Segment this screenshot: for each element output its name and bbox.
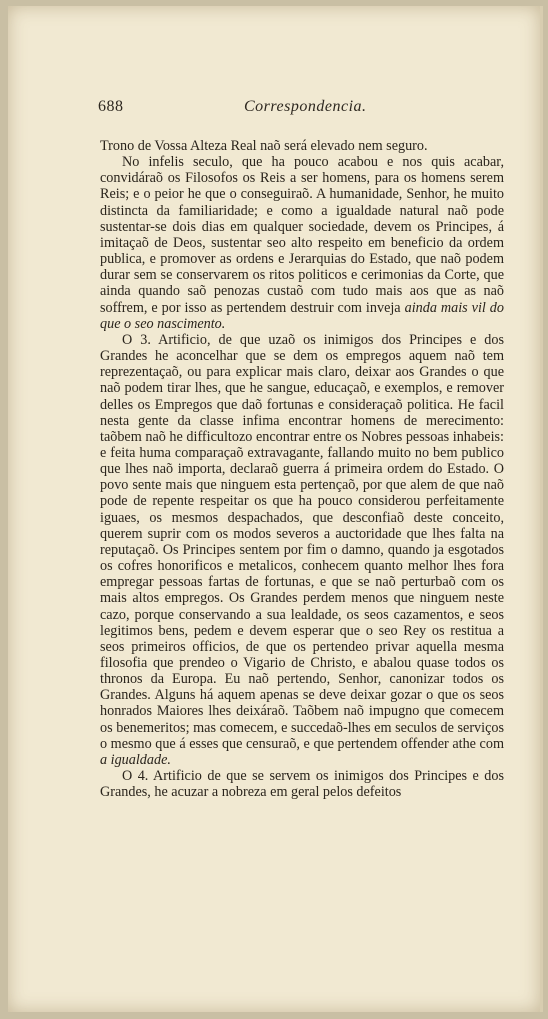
paragraph-2-italic: ainda mais vil do que o seo nascimento.: [100, 299, 504, 332]
paragraph-4: O 4. Artificio de que se servem os inimigos dos Principes e dos Grandes, he acuzar a nobreza em geral pelos defeitos: [100, 768, 504, 801]
page-header: [98, 98, 398, 122]
paragraph-2: [100, 154, 504, 332]
paragraph-1: Trono de Vossa Alteza Real naõ será elevado nem seguro.: [100, 138, 428, 154]
paragraph-3: [100, 332, 504, 768]
page-number: 688: [98, 98, 124, 115]
body-text: [100, 138, 504, 800]
paragraph-3-text: O 3. Artificio, de que uzaõ os inimigos dos Principes e dos Grandes he aconcelhar que se dem os empregos aquem naõ tem reprezentaçaõ, ou para explicar mais claro, deixar aos Grandes o que naõ podem tirar lhes, que he sangue, educaçaõ, e exemplos, e remover delles os Empregos que daõ fortunas e consideraçaõ politica. He facil nesta gente da classe infima encontrar homens de merecimento: taõbem naõ he difficultozo encontrar entre os Nobres pessoas inhabeis: e feita huma comparaçaõ extravagante, fallando muito no bem publico que lhes naõ importa, declaraõ guerra á primeira ordem do Estado. O povo sente mais que ninguem esta pertençaõ, por que alem de que naõ pode de repente respeitar os que ha pouco considerou perfeitamente iguaes, os mesmos despachados, que desconfiaõ deste conceito, querem suprir com os modos severos a auctoridade que lhes falta na reputaçaõ. Os Principes sentem por fim o damno, quando ja esgotados os cofres honorificos e metalicos, conhecem quanto melhor lhes fora empregar pessoas fartas de fortunas, e que se naõ perturbaõ com os mais altos empregos. Os Grandes perdem menos que ninguem neste cazo, porque conservando a sua lealdade, os seos cazamentos, e seos legitimos bens, pedem e devem esperar que o seo Rey os restitua a seos primeiros officios, de que os pertendeo privar aquella mesma filosofia que prendeo o Vigario de Christo, e abalou quase todos os thronos da Europa. Eu naõ pertendo, Senhor, canonizar todos os Grandes. Alguns há aquem apenas se deve deixar gozar o que os seos honrados Maiores lhes deixáraõ. Taõbem naõ impugno que comecem os benemeritos; mas comecem, e succedaõ-lhes em seculos de serviços o mesmo que á esses que censuraõ, e que pertendem offender athe com: [100, 331, 504, 752]
paragraph-3-italic: a igualdade.: [100, 751, 171, 768]
running-title: Correspondencia.: [244, 98, 367, 115]
book-page: [8, 6, 543, 1012]
paragraph-2-text: No infelis seculo, que ha pouco acabou e nos quis acabar, convidáraõ os Filosofos os Reis a ser homens, para os homens serem Reis; e o peior he que o conseguiraõ. A humanidade, Senhor, he muito distincta da familiaridade; e como a igualdade natural naõ pode sustentar-se dois dias em qualquer sociedade, devem os Principes, á imitaçaõ de Deos, sustentar seo alto respeito em beneficio da ordem publica, e promover as ordens e Jerarquias do Estado, que naõ podem durar sem se conservarem os ritos politicos e cerimonias da Corte, que ainda quando saõ penozas custaõ com tudo mais aos que as naõ soffrem, e por isso as pertendem destruir com inveja: [100, 154, 504, 316]
